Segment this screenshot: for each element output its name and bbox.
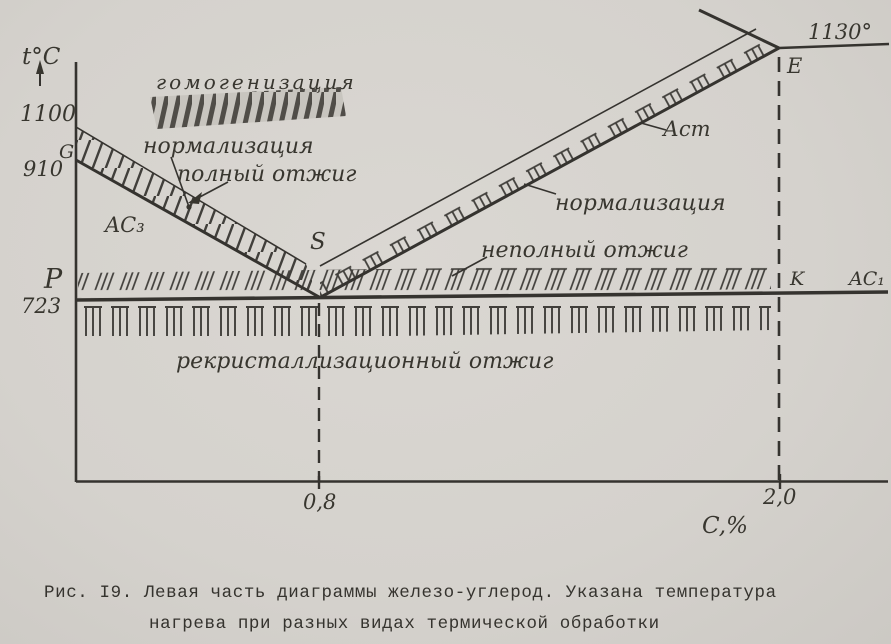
zone-partial-annealing-label: неполный отжиг	[481, 238, 688, 263]
recrystallization-hatch-band	[78, 297, 771, 341]
zone-recrystallization-label: рекристаллизационный отжиг	[176, 349, 554, 374]
ac1-line-label: AC₁	[849, 268, 885, 290]
zone-full-annealing-label: полный отжиг	[177, 162, 357, 187]
y-tick-723: 723	[21, 294, 62, 318]
point-s-label: S	[310, 229, 326, 255]
temp-1130-label: 1130°	[808, 20, 872, 44]
figure-caption-line1: Рис. I9. Левая часть диаграммы железо-углерод. Указана температура	[44, 583, 777, 603]
leader-normalization-right	[524, 184, 556, 194]
x-axis-label: C,%	[702, 513, 748, 539]
eutectic-1130-line	[779, 44, 889, 48]
acm-line-label: Аст	[663, 117, 711, 141]
point-e-label: E	[787, 54, 803, 78]
zone-homogenization-label: гомогенизация	[156, 70, 357, 94]
figure-caption-line2: нагрева при разных видах термической обработки	[149, 614, 660, 634]
y-axis-label: t°C	[22, 44, 61, 70]
acm-band-upper-boundary	[320, 29, 756, 266]
point-k-label: K	[790, 268, 805, 290]
ac3-line-label: AC₃	[105, 213, 145, 237]
zone-normalization-right-label: нормализация	[555, 191, 726, 216]
leader-dot	[186, 204, 191, 209]
x-tick-label-2-0: 2,0	[763, 485, 797, 509]
zone-normalization-upper-label: нормализация	[143, 134, 314, 159]
point-g-label: G	[59, 141, 75, 163]
point-p-label: P	[44, 264, 63, 295]
x-tick-label-0-8: 0,8	[303, 490, 337, 514]
y-tick-1100: 1100	[20, 102, 76, 127]
y-tick-910: 910	[23, 157, 64, 181]
